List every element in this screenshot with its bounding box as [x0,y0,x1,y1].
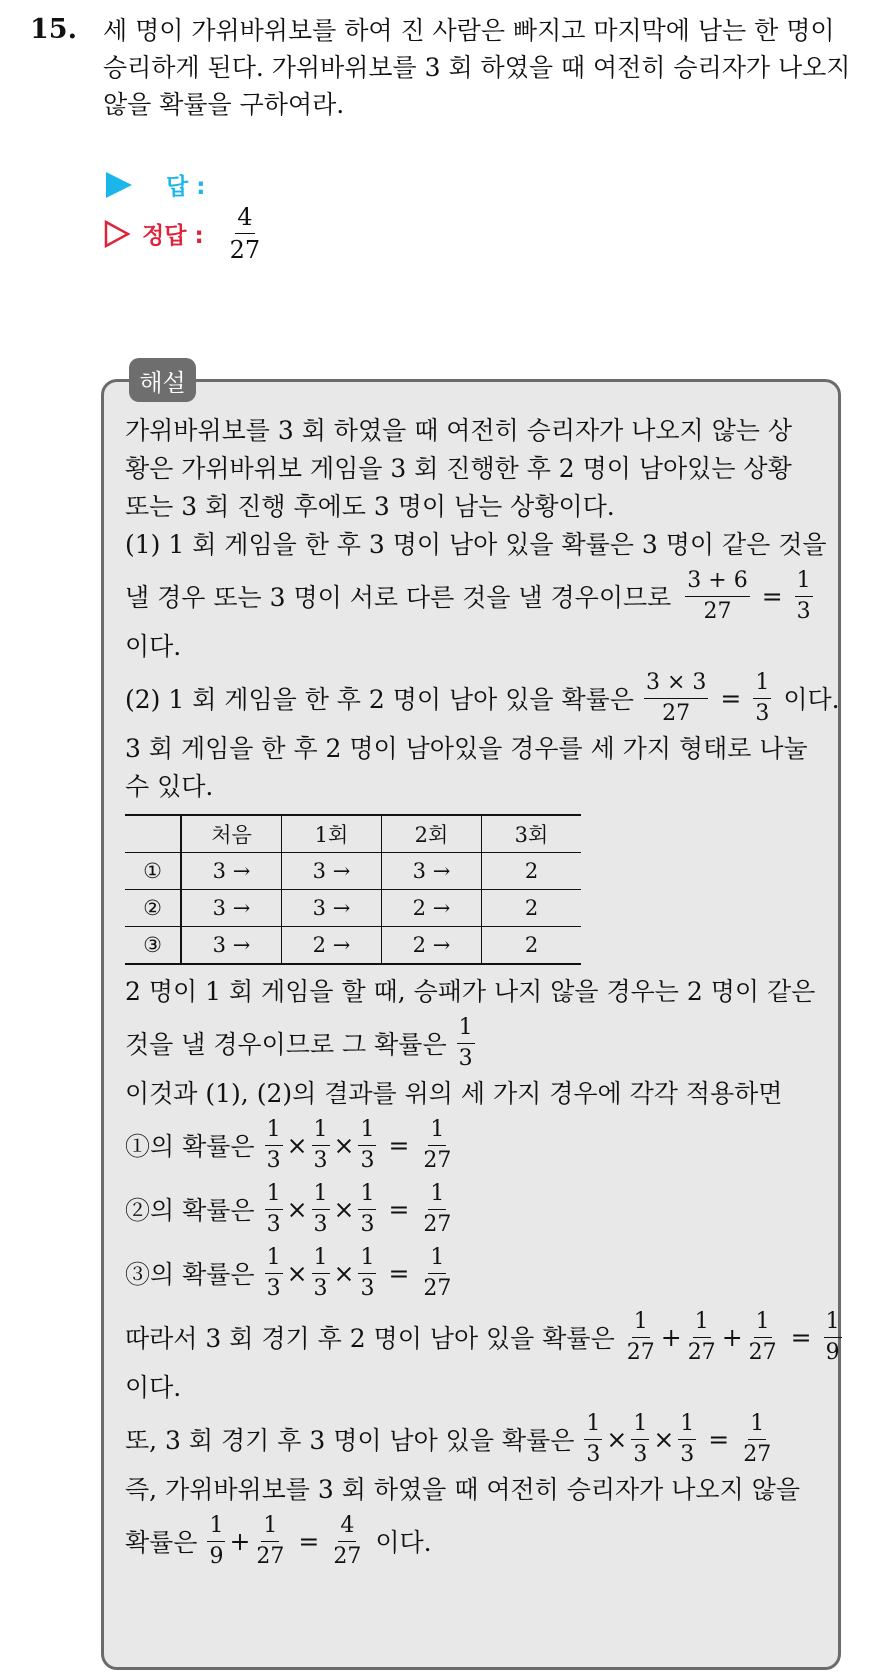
fraction [631,1410,649,1467]
denominator: 3 [313,1147,328,1173]
equals-sign: = [720,683,742,713]
numerator: 3 + 6 [685,570,749,597]
table-cell: 2 → [282,927,382,965]
text-span: (2) 1 회 게임을 한 후 2 명이 남아 있을 확률은 [125,685,634,714]
correct-answer-fraction [228,205,263,262]
text-line: 즉, 가위바위보를 3 회 하였을 때 여전히 승리자가 나오지 않을 [125,1475,800,1504]
correct-answer-label: 정답 : [142,223,204,249]
text-line: 수 있다. [125,772,214,801]
numerator: 1 [632,1311,650,1338]
fraction [753,669,771,726]
denominator: 3 [360,1275,375,1301]
formula-line [125,564,831,628]
numerator: 1 [207,1515,225,1542]
table-header-cell: 1회 [282,815,382,853]
table-cell: 3 → [382,853,482,890]
fraction [265,1116,283,1173]
fraction [795,567,813,624]
text-span: 것을 낼 경우이므로 그 확률은 [125,1030,447,1059]
fraction [421,1116,453,1173]
denominator: 27 [662,700,691,726]
denominator: 27 [229,236,261,264]
fraction [254,1512,286,1569]
numerator: 1 [312,1247,330,1274]
equals-sign: = [388,1130,410,1160]
times-sign: × [286,1258,308,1288]
text-line: 황은 가위바위보 게임을 3 회 진행한 후 2 명이 남아있는 상황 [125,454,792,483]
denominator: 27 [687,1339,716,1365]
numerator: 3 × 3 [644,672,708,699]
denominator: 3 [266,1147,281,1173]
denominator: 3 [633,1441,648,1467]
equals-sign: = [790,1322,812,1352]
times-sign: × [333,1130,355,1160]
case-line [125,1113,831,1177]
denominator: 3 [796,598,811,624]
denominator: 3 [266,1275,281,1301]
text-span: ③의 확률은 [125,1260,255,1289]
text-span: 이다. [375,1528,432,1557]
fraction [265,1244,283,1301]
text-span: 따라서 3 회 경기 후 2 명이 남아 있을 확률은 [125,1324,615,1353]
text-span: ②의 확률은 [125,1196,255,1225]
text-line: 이다. [125,632,182,661]
numerator: 4 [338,1515,356,1542]
table-cell: 2 → [382,890,482,927]
denominator: 3 [360,1211,375,1237]
fraction [312,1244,330,1301]
numerator: 1 [795,570,813,597]
formula-line [125,1305,840,1369]
table-row [125,853,581,890]
table-cell: 3 → [282,853,382,890]
fraction [747,1308,779,1365]
formula-line [125,1011,831,1075]
fraction [644,669,708,726]
fraction [686,1308,718,1365]
denominator: 3 [680,1441,695,1467]
formula-line [125,1509,831,1573]
numerator: 1 [631,1413,649,1440]
numerator: 1 [753,672,771,699]
times-sign: × [286,1194,308,1224]
text-line: 이다. [125,1373,182,1402]
denominator: 3 [313,1211,328,1237]
play-triangle-icon [106,172,132,198]
numerator: 1 [693,1311,711,1338]
fraction [421,1244,453,1301]
plus-sign: + [229,1526,251,1556]
text-span: 낼 경우 또는 3 명이 서로 다른 것을 낼 경우이므로 [125,583,672,612]
numerator: 1 [748,1413,766,1440]
table-row [125,927,581,965]
table-header-cell: 3회 [482,815,582,853]
denominator: 27 [333,1543,362,1569]
game-table [125,814,581,965]
text-line: 가위바위보를 3 회 하였을 때 여전히 승리자가 나오지 않는 상 [125,416,793,445]
question-number: 15. [30,14,77,45]
denominator: 9 [209,1543,224,1569]
fraction [358,1180,376,1237]
equals-sign: = [761,581,783,611]
table-cell: ① [125,853,181,890]
correct-answer-row [104,205,266,262]
numerator: 1 [265,1119,283,1146]
denominator: 27 [703,598,732,624]
case-line [125,1177,831,1241]
formula-line [125,666,840,730]
question-line: 승리하게 된다. 가위바위보를 3 회 하였을 때 여전히 승리자가 나오지 [103,53,851,82]
denominator: 27 [423,1275,452,1301]
fraction [824,1308,842,1365]
denominator: 3 [266,1211,281,1237]
formula-line [125,1407,831,1471]
question-line: 세 명이 가위바위보를 하여 진 사람은 빠지고 마지막에 남는 한 명이 [103,16,835,45]
text-line: 또는 3 회 진행 후에도 3 명이 남는 상황이다. [125,492,615,521]
text-line: 2 명이 1 회 게임을 할 때, 승패가 나지 않을 경우는 2 명이 같은 [125,977,816,1006]
question-text [103,12,873,123]
denominator: 3 [755,700,770,726]
numerator: 4 [235,205,254,234]
numerator: 1 [358,1119,376,1146]
fraction [685,567,749,624]
table-cell: ② [125,890,181,927]
table-cell: 3 → [282,890,382,927]
numerator: 1 [358,1247,376,1274]
denominator: 27 [743,1441,772,1467]
table-cell: 3 → [181,890,282,927]
table-cell: ③ [125,927,181,965]
text-span: 이다. [783,685,840,714]
fraction [625,1308,657,1365]
fraction [421,1180,453,1237]
fraction [678,1410,696,1467]
fraction [312,1116,330,1173]
denominator: 27 [748,1339,777,1365]
fraction [741,1410,773,1467]
text-line: 3 회 게임을 한 후 2 명이 남아있을 경우를 세 가지 형태로 나눌 [125,734,808,763]
fraction [265,1180,283,1237]
denominator: 27 [626,1339,655,1365]
text-span: 또, 3 회 경기 후 3 명이 남아 있을 확률은 [125,1426,575,1455]
question-line: 않을 확률을 구하여라. [103,90,345,119]
times-sign: × [333,1194,355,1224]
text-line: (1) 1 회 게임을 한 후 3 명이 남아 있을 확률은 3 명이 같은 것을 [125,530,827,559]
table-header-cell [125,815,181,853]
equals-sign: = [708,1424,730,1454]
text-span: 확률은 [125,1528,198,1557]
numerator: 1 [265,1247,283,1274]
numerator: 1 [457,1017,475,1044]
fraction [584,1410,602,1467]
times-sign: × [653,1424,675,1454]
answer-row [106,168,205,201]
table-cell: 2 → [382,927,482,965]
times-sign: × [286,1130,308,1160]
table-header-cell: 2회 [382,815,482,853]
explanation-tag: 해설 [129,358,196,402]
table-cell: 2 [482,927,582,965]
fraction [358,1116,376,1173]
text-span: ①의 확률은 [125,1132,255,1161]
denominator: 3 [360,1147,375,1173]
fraction [457,1014,475,1071]
denominator: 3 [458,1045,473,1071]
numerator: 1 [261,1515,279,1542]
denominator: 3 [586,1441,601,1467]
explanation-content [125,412,840,1573]
times-sign: × [333,1258,355,1288]
denominator: 9 [825,1339,840,1365]
numerator: 1 [358,1183,376,1210]
denominator: 27 [423,1147,452,1173]
numerator: 1 [584,1413,602,1440]
plus-sign: + [721,1322,743,1352]
fraction [207,1512,225,1569]
numerator: 1 [824,1311,842,1338]
text-line: 이것과 (1), (2)의 결과를 위의 세 가지 경우에 각각 적용하면 [125,1079,783,1108]
denominator: 27 [423,1211,452,1237]
table-cell: 3 → [181,927,282,965]
numerator: 1 [754,1311,772,1338]
numerator: 1 [428,1119,446,1146]
numerator: 1 [265,1183,283,1210]
table-header-row [125,815,581,853]
numerator: 1 [428,1247,446,1274]
outline-triangle-icon [104,220,130,248]
numerator: 1 [678,1413,696,1440]
fraction [331,1512,363,1569]
equals-sign: = [388,1194,410,1224]
numerator: 1 [312,1119,330,1146]
plus-sign: + [660,1322,682,1352]
equals-sign: = [298,1526,320,1556]
table-cell: 3 → [181,853,282,890]
denominator: 27 [256,1543,285,1569]
fraction [358,1244,376,1301]
table-cell: 2 [482,853,582,890]
table-row [125,890,581,927]
times-sign: × [606,1424,628,1454]
numerator: 1 [312,1183,330,1210]
fraction [312,1180,330,1237]
answer-label: 답 : [166,174,206,200]
denominator: 3 [313,1275,328,1301]
table-header-cell: 처음 [181,815,282,853]
case-line [125,1241,831,1305]
numerator: 1 [428,1183,446,1210]
table-cell: 2 [482,890,582,927]
equals-sign: = [388,1258,410,1288]
